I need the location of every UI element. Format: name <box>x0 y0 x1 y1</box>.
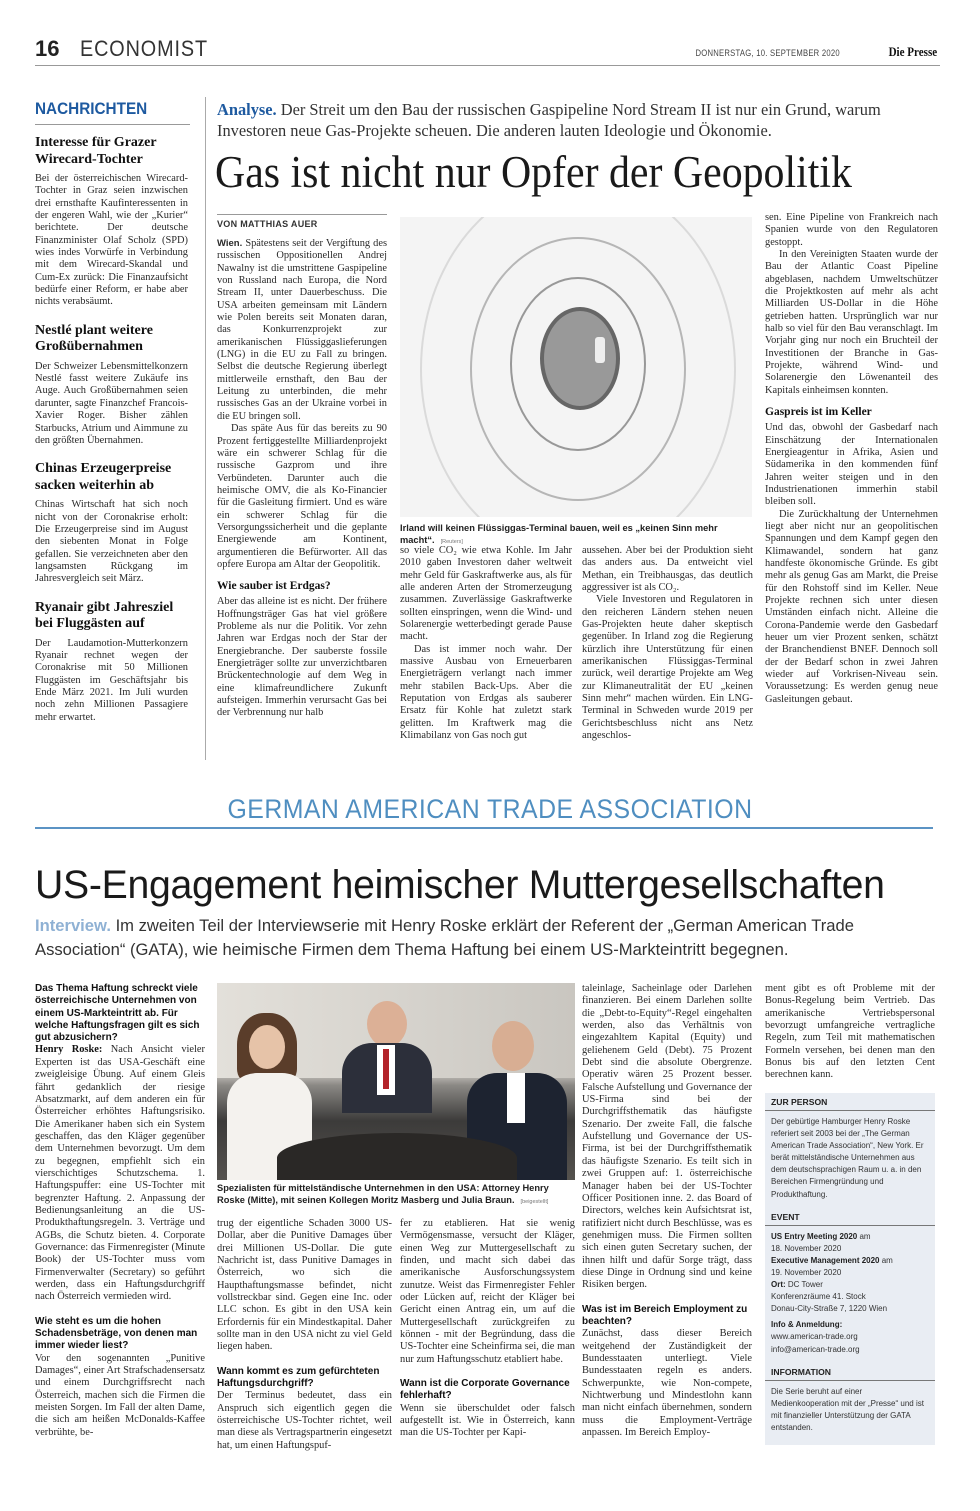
person-text: Der gebürtige Hamburger Henry Roske referiert seit 2003 bei der „The German American Trade Association“, New York. Er berät mittelständische Unternehmen aus dem deutschsprachigen Raum u. a. in den Bereichen Firmengründung und Produkthaftung. <box>771 1117 924 1199</box>
news-item <box>35 461 188 585</box>
location-name: DC Tower <box>787 1280 823 1290</box>
subheading: Wie sauber ist Erdgas? <box>217 580 331 593</box>
paragraph: sen. Eine Pipeline von Frankreich nach Spanien wurde von den Regulatoren gestoppt. <box>765 212 938 248</box>
answer: Der Terminus bedeutet, dass ein Anspruch sich eigentlich gegen die österreichische US-Tochter richtet, weil man diese als Vertragspartnerin eingesetzt hat, um einen Haftungspuf- <box>217 1390 392 1451</box>
photo-credit: [Reuters] <box>440 539 463 545</box>
event-date: 18. November 2020 <box>771 1243 842 1253</box>
dateline: Wien. <box>217 238 243 249</box>
news-item <box>35 323 188 447</box>
paragraph: Das ist immer noch wahr. Der massive Ausbau von Erneuerbaren Energieträgern verlangt nach immer mehr stabilen Back-Ups. Aber die Reputation von Erdgas als sauberer Ersatz für Kohle hat zuletzt stark gelitten. Im Kraftwerk mag die Klimabilanz von Gas noch gut <box>400 643 572 742</box>
event-name: Executive Management 2020 <box>771 1255 880 1265</box>
article-column-4 <box>765 212 938 758</box>
interview-column-3 <box>400 1218 575 1458</box>
caption-text: Spezialisten für mittelständische Unternehmen in den USA: Attorney Henry Roske (Mitte), mit seinen Kollegen Moritz Masberg und Julia Braun. <box>217 1183 549 1205</box>
article-dek <box>217 99 942 141</box>
paragraph: Die Zurückhaltung der Unternehmen liegt aber nicht nur an geopolitischen Spannungen und dem Kampf gegen den Klimawandel, sondern hat ganz handfeste ökonomische Gründe. Es gibt mehr als genug Gas am Markt, die Preise für den Rohstoff sind im Keller. Neue Projekte rechnen sich unter diesen Umständen einfach nicht. Alleine die Corona-Pandemie werde den Gasbedarf heuer um vier Prozent senken, schätzt der Branchendienst BNEF. Dennoch soll der der Bedarf schon in zwei Jahren wieder auf Vorkrisen-Niveau sein. Voraussetzung: Es werden genug neue Gasleitungen gebaut. <box>765 508 938 705</box>
banner-rule <box>35 827 933 829</box>
answer: Zunächst, dass dieser Bereich weitgehend der Zuständigkeit der Bundesstaaten unterliegt. Viele Bundesstaaten regeln es anders. Schwerpunkte, wie Non-compete, Nichtwerbung und Mindestlohn kann man nicht einfach übernehmen, sondern muss die Employment-Verträge anpassen. Im Bereich Employ- <box>582 1328 752 1438</box>
gata-banner: GERMAN AMERICAN TRADE ASSOCIATION <box>227 794 753 824</box>
answer: taleinlage, Sacheinlage oder Darlehen finanzieren. Bei einem Darlehen sollte die „Debt-to-Equity“-Regel eingehalten werden, also das Verhältnis von eingezahltem Kapital (Equity) und geliehenem Geld (Debt). 75 Prozent Debt sind die absolute Obergrenze. Operativ wären 25 Prozent besser. Falsche Aufstellung und Governance der US-Firma sind bei der Durchgriffsthematik das häufigste Szenario. Der zweite Fall, die falsche Aufstellung und Governance der US-Firma, ist bei der Durchgriffsthematik das häufigste Szenario. Es teilt sich in zwei Gruppen auf: 1. österreichische Manager haben bei der US-Tochter Officer Positionen inne. 2. das Board of Directors, welches kein Aufsichtsrat ist, ratifiziert nicht durch Beschlüsse, was es genehmigen muss. Die Firmen sollten sich einen guten Secretary suchen, der ihnen hilft und dafür Sorge trägt, dass diese Dinge in Ordnung sind und keine Risiken bergen. <box>582 983 752 1291</box>
header-rule <box>35 65 940 66</box>
interview-question: Das Thema Haftung schreckt viele österreichische Unternehmen von einem US-Markteintritt ab. Für welche Haftungsfragen gilt es sich gut abzusichern? <box>35 983 200 1044</box>
interview-question: Wann kommt es zum gefürchteten Haftungsdurchgriff? <box>217 1365 380 1390</box>
interview-kicker: Interview. <box>35 916 111 935</box>
news-headline: Ryanair gibt Jahresziel bei Fluggästen auf <box>35 599 174 632</box>
news-text: Der Laudamotion-Mutterkonzern Ryanair rechnet wegen der Coronakrise mit 50 Millionen Fluggästen im Geschäftsjahr bis Ende März 2021. Im Juli wurden noch zehn Millionen Passagiere mehr erwartet. <box>35 637 188 723</box>
caption-text: Irland will keinen Flüssiggas-Terminal bauen, weil es „keinen Sinn mehr macht“. <box>400 523 718 545</box>
answer: fer zu etablieren. Hat sie wenig Vermögensmasse, versucht der Kläger, einen Weg zur Muttergesellschaft zu finden, und macht sich dabei das amerikanische Ausforschungssystem zunutze. Weist das Firmenregister Fehler oder Lücken auf, reicht der Kläger bei Gericht einen Antrag ein, um auf die Muttergesellschaft zurückgreifen zu können - mit der Begründung, dass die US-Tochter eine Scheinfirma sei, die man nur zum Haftungsschutz etabliert habe. <box>400 1218 575 1365</box>
photo-credit: [beigestellt] <box>520 1199 549 1205</box>
news-text: Bei der österreichischen Wirecard-Tochter in Graz seien inzwischen drei ernsthafte Kaufinteressenten in der engeren Wahl, wie der „Kurier“ berichtete. Der deutsche Finanzminister Olaf Scholz (SPD) wies indes Vorwürfe in Verbindung mit dem Wirecard-Skandal und Cum-Ex zurück: Die Finanzaufsicht bedürfe einer Reform, er habe aber nichts verabsäumt. <box>35 173 188 308</box>
paragraph: Und das, obwohl der Gasbedarf nach Einschätzung der Internationalen Energieagentur in Afrika, Asien und Südamerika in den kommenden fünf Jahren weiter steigen und in den Industrienationen immerhin stabil bleiben soll. <box>765 422 938 508</box>
news-headline: Interesse für Grazer Wirecard-Tochter <box>35 135 157 167</box>
interview-column-1 <box>35 983 205 1458</box>
information-text: Die Serie beruht auf einer Medienkooperation mit der „Presse“ und ist mit finanzieller Unterstützung der GATA entstanden. <box>771 1386 924 1432</box>
paragraph: Spätestens seit der Vergiftung des russischen Oppositionellen Andrej Nawalny ist die umstrittene Gaspipeline von Russland nach Europa, die Nord Stream II, unter Dauerbeschuss. Die USA arbeiten gemeinsam mit Ländern wie Polen bereits seit Monaten daran, das Konkurrenzprojekt zur amerikanischen Flüssiggaslieferungen (LNG) in die EU zu Fall zu bringen. Selbst die deutsche Regierung überlegt mittlerweile ernsthaft, den Bau der Leitung zu unterbinden, die mehr russisches Gas an der Ukraine vorbei in die EU bringen soll. <box>217 238 387 422</box>
news-item <box>35 600 188 724</box>
interview-question: Wie steht es um die hohen Schadensbeträge, von denen man immer wieder liest? <box>35 1315 198 1352</box>
interview-column-4 <box>582 983 752 1458</box>
article-column-3 <box>582 545 753 758</box>
location-address: Donau-City-Straße 7, 1220 Wien <box>771 1304 888 1314</box>
masthead-logo: Die Presse <box>888 44 937 59</box>
news-headline: Chinas Erzeugerpreise sacken weiterhin ab <box>35 461 172 493</box>
paragraph: Aber das alleine ist es nicht. Der frühere Hoffnungsträger Gas hat viel größere Probleme als nur die Politik. Vor zehn Jahren war Erdgas noch der Star der Energiebranche. Der sauberste fossile Energieträger sollte zur unverzichtbaren Brückentechnologie auf dem Weg in eine klimafreundlichere Zukunft aufsteigen. Immerhin verursacht Gas bei der Verbrennung nur halb <box>217 596 387 719</box>
paragraph: so viele CO₂ wie etwa Kohle. Im Jahr 2010 gaben Investoren daher weltweit mehr Geld für Gaskraftwerke aus, als für alle anderen Arten der Stromerzeugung zusammen. Zuverlässige Gaskraftwerke sollten einspringen, wenn die Wind- und Solarenergie wetterbedingt gerade Pause macht. <box>400 545 572 643</box>
answer: Nach Ansicht vieler Experten ist das USA-Geschäft eine zweigleisige Übung. Auf einem Gleis fährt gedanklich der riesige Absatzmarkt, auf dem anderen ein für Österreicher erhöhtes Haftungsrisiko. Die Amerikaner haben sich ein System geschaffen, das den Kläger gegenüber dem Unternehmen bevorzugt. Um dem zu begegnen, empfiehlt sich ein vierschichtiges Schutzschema. 1. Haftungspuffer: eine US-Tochter mit begrenzter Haftung. 2. Anpassung der Bedienungsanleitung an die US-Produkthaftungsregeln. 3. Verträge und AGBs, die Schutz bieten. 4. Corporate Governance: das Firmenregister (Minute Book) der US-Tochter muss vom Firmenverwalter (Secretary) so geführt werden, dass ein Haftungsdurchgriff nach Österreich vermieden wird. <box>35 1044 205 1303</box>
photo-caption <box>217 1182 575 1208</box>
info-box <box>765 1093 935 1445</box>
box-heading-event: EVENT <box>765 1208 935 1226</box>
sidebar-title: NACHRICHTEN <box>35 99 148 118</box>
interview-dek <box>35 914 940 962</box>
issue-date: DONNERSTAG, 10. SEPTEMBER 2020 <box>695 48 840 58</box>
answer: Vor den sogenannten „Punitive Damages“, einer Art Strafschadensersatz und einem Durchgriffsrecht nach Österreich, machen sich die Firmen die meisten Sorgen. Im Fall der alten Dame, die sich am heißen McDonalds-Kaffee verbrühte, be- <box>35 1352 205 1438</box>
interview-question: Wann ist die Corporate Governance fehlerhaft? <box>400 1378 570 1402</box>
dek-text: Im zweiten Teil der Interviewserie mit Henry Roske erklärt der Referent der „German American Trade Association“ (GATA), wie heimische Firmen dem Thema Haftung bei einem US-Markteintritt begegnen. <box>35 916 854 959</box>
paragraph: aussehen. Aber bei der Produktion sieht das anders aus. Da entweicht viel Methan, ein Treibhausgas, das deutlich aggressiver ist als CO₂. <box>582 545 753 594</box>
paragraph: In den Vereinigten Staaten wurde der Bau der Atlantic Coast Pipeline abgeblasen, nachdem Umweltschützer die Projektkosten auf mehr als acht Milliarden US-Dollar in die Höhe getrieben hatten. Ursprünglich war nur halb so viel für den Bau veranschlagt. Im Vorjahr ging nur noch ein Bruchteil der Investitionen der Branche in Gas-Projekte, während Wind- und Solarenergie den Löwenanteil des Kapitals einheimsen konnten. <box>765 249 938 396</box>
team-photo <box>217 983 575 1180</box>
article-headline: Gas ist nicht nur Opfer der Geopolitik <box>215 147 852 197</box>
interview-question: Was ist im Bereich Employment zu beachten? <box>582 1303 748 1327</box>
interview-headline: US-Engagement heimischer Muttergesellschaften <box>35 863 885 907</box>
subheading: Gaspreis ist im Keller <box>765 406 872 419</box>
article-column-1 <box>217 238 387 758</box>
page-number: 16 <box>35 36 60 61</box>
news-sidebar <box>35 135 188 738</box>
section-title: ECONOMIST <box>80 36 209 61</box>
news-text: Chinas Wirtschaft hat sich noch nicht von der Coronakrise erholt: Die Erzeugerpreise sind im August den siebenten Monat in Folge gefallen. Sie verzeichneten aber den langsamsten Rückgang im Jahresvergleich seit März. <box>35 499 188 585</box>
event-date: 19. November 2020 <box>771 1267 842 1277</box>
answer: Wenn sie überschuldet oder falsch aufgestellt ist. Wie in Österreich, kann man die US-Tochter per Kapi- <box>400 1402 575 1439</box>
answer: ment gibt es oft Probleme mit der Bonus-Regelung beim Vertrieb. Das amerikanische Vertriebspersonal bevorzugt umfangreiche vertragliche Regeln, zum Teil mit mathematischen Formeln versehen, bei denen man den Bonus bis auf den letzten Cent berechnen kann. <box>765 983 935 1081</box>
article-column-2 <box>400 545 572 758</box>
column-divider <box>205 97 206 760</box>
byline-rule <box>217 214 387 215</box>
interview-column-5 <box>765 983 935 1088</box>
website-link[interactable]: www.american-trade.org <box>771 1332 858 1342</box>
event-name: US Entry Meeting 2020 <box>771 1231 858 1241</box>
news-item <box>35 135 188 309</box>
answer: trug der eigentliche Schaden 3000 US-Dollar, aber die Punitive Damages über drei Millionen US-Dollar. Die gute Nachricht ist, dass Punitive Damages in Österreich, wo sich die Haupthaftungsmasse befindet, nicht vollstreckbar sind. Gegen eine Inc. oder LLC schon. Es gibt in den USA kein Erfordernis für ein Mindestkapital. Daher sollte man in den USA nicht zu viel Geld liegen haben. <box>217 1218 392 1353</box>
pipeline-photo <box>400 217 752 517</box>
news-text: Der Schweizer Lebensmittelkonzern Nestlé fasst weitere Zukäufe ins Auge. Auch Großübernahmen seien darunter, sagte Finanzchef Francois-Xavier Roger. Bisher zählen Starbucks, Atrium und Aimmune zu den größten Übernahmen. <box>35 360 188 446</box>
news-headline: Nestlé plant weitere Großübernahmen <box>35 322 153 355</box>
dek-text: Der Streit um den Bau der russischen Gaspipeline Nord Stream II ist nur ein Grund, warum Investoren neue Gas-Projekte scheuen. Die anderen lauten Ideologie und Ökonomie. <box>217 100 881 140</box>
event-am: am <box>859 1231 871 1241</box>
paragraph: Das späte Aus für das bereits zu 90 Prozent fertiggestellte Milliardenprojekt wäre ein schwerer Schlag für die russische Gazprom und ihre Verbündeten. Darunter auch die heimische OMV, die als Ko-Financier für die Gasleitung firmiert. Und es wäre ein schwerer Schlag für die Versorgungssicherheit und die geplante Energiewende am Kontinent, argumentieren die Befürworter. All das opfere Europa am Altar der Geopolitik. <box>217 423 387 570</box>
event-details <box>765 1226 935 1363</box>
location-room: Konferenzräume 41. Stock <box>771 1292 866 1302</box>
interview-column-2 <box>217 1218 392 1458</box>
box-heading-information: INFORMATION <box>765 1363 935 1381</box>
byline: VON MATTHIAS AUER <box>217 219 318 229</box>
sidebar-rule <box>35 124 190 125</box>
box-heading-person: ZUR PERSON <box>765 1093 935 1111</box>
article-kicker: Analyse. <box>217 100 277 119</box>
info-label: Info & Anmeldung: <box>771 1320 843 1330</box>
email-link[interactable]: info@american-trade.org <box>771 1344 860 1354</box>
location-label: Ort: <box>771 1280 786 1290</box>
event-am: am <box>881 1255 893 1265</box>
paragraph: Viele Investoren und Regulatoren in den reicheren Ländern stehen neuen Gas-Projekten heute daher skeptisch gegenüber. In Irland zog die Regierung kürzlich ihre Unterstützung für einen amerikanischen Flüssiggas-Terminal zurück, weil derartige Projekte am Weg zur Klimaneutralität der EU „keinen Sinn mehr“ machen würden. Ein LNG-Terminal in Schweden wurde 2019 per Gerichtsbeschluss nicht ans Netz angeschlos- <box>582 594 753 742</box>
speaker-name: Henry Roske: <box>35 1044 103 1056</box>
